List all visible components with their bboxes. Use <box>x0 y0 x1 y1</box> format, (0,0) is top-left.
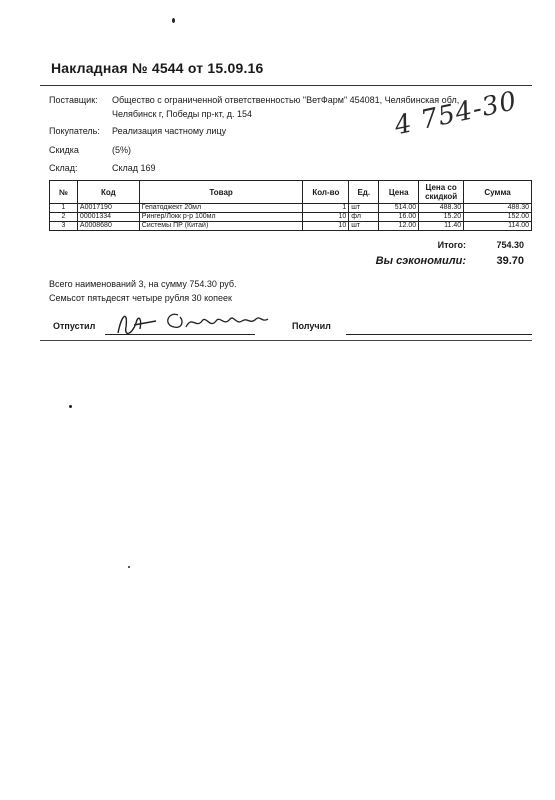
signature-row <box>40 313 532 337</box>
buyer-label: Покупатель: <box>49 126 100 136</box>
scan-speck <box>69 405 72 408</box>
scan-speck <box>128 566 130 568</box>
table-row <box>50 204 532 213</box>
title-divider <box>40 85 532 86</box>
cell-discount-price: 11.40 <box>419 222 464 231</box>
cell-qty: 1 <box>303 204 349 213</box>
cell-num: 1 <box>50 204 78 213</box>
discount-label: Скидка <box>49 145 79 155</box>
table-header-row <box>50 181 532 204</box>
cell-product: Системы ПР (Китай) <box>139 222 303 231</box>
discount-value: (5%) <box>112 145 132 155</box>
saved-value: 39.70 <box>496 255 524 267</box>
col-header-product: Товар <box>139 181 303 204</box>
cell-price: 514.00 <box>379 204 419 213</box>
cell-unit: шт <box>349 222 379 231</box>
cell-discount-price: 488.30 <box>419 204 464 213</box>
table-row <box>50 222 532 231</box>
cell-sum: 152.00 <box>464 213 532 222</box>
col-header-num: № <box>50 181 78 204</box>
cell-qty: 10 <box>303 222 349 231</box>
cell-code: А0008680 <box>77 222 139 231</box>
cell-unit: фл <box>349 213 379 222</box>
released-by-label: Отпустил <box>53 321 96 331</box>
cell-product: Гепатоджект 20мл <box>139 204 303 213</box>
cell-qty: 10 <box>303 213 349 222</box>
handwritten-amount-note: 4 754-30 <box>392 86 520 142</box>
cell-price: 16.00 <box>379 213 419 222</box>
col-header-discount-price: Цена со скидкой <box>419 181 464 204</box>
saved-label: Вы сэкономили: <box>375 255 466 267</box>
total-value: 754.30 <box>496 240 524 250</box>
cell-num: 2 <box>50 213 78 222</box>
col-header-unit: Ед. <box>349 181 379 204</box>
summary-count-line: Всего наименований 3, на сумму 754.30 руб. <box>49 279 237 289</box>
col-header-code: Код <box>77 181 139 204</box>
warehouse-value: Склад 169 <box>112 163 156 173</box>
col-header-price: Цена <box>379 181 419 204</box>
cell-sum: 488.30 <box>464 204 532 213</box>
supplier-label: Поставщик: <box>49 95 98 105</box>
invoice-title: Накладная № 4544 от 15.09.16 <box>51 60 264 76</box>
cell-price: 12.00 <box>379 222 419 231</box>
cell-num: 3 <box>50 222 78 231</box>
cell-code: А0017190 <box>77 204 139 213</box>
buyer-value: Реализация частному лицу <box>112 126 227 136</box>
table-row <box>50 213 532 222</box>
cell-product: Рингер/Локк р-р 100мл <box>139 213 303 222</box>
received-by-label: Получил <box>292 321 331 331</box>
cell-sum: 114.00 <box>464 222 532 231</box>
col-header-qty: Кол-во <box>303 181 349 204</box>
bottom-dotted-rule <box>40 340 532 341</box>
warehouse-label: Склад: <box>49 163 78 173</box>
signature-scribble <box>108 307 298 341</box>
cell-code: 00001334 <box>77 213 139 222</box>
summary-amount-in-words: Семьсот пятьдесят четыре рубля 30 копеек <box>49 293 232 303</box>
cell-unit: шт <box>349 204 379 213</box>
items-table <box>49 180 532 231</box>
scan-speck <box>172 18 175 23</box>
col-header-sum: Сумма <box>464 181 532 204</box>
cell-discount-price: 15.20 <box>419 213 464 222</box>
total-label: Итого: <box>437 240 466 250</box>
received-by-line <box>346 334 532 335</box>
supplier-value: Общество с ограниченной ответственностью "ВетФарм" 454081, Челябинская обл, Челябинск г, Победы пр-кт, д. 154 <box>112 95 460 119</box>
